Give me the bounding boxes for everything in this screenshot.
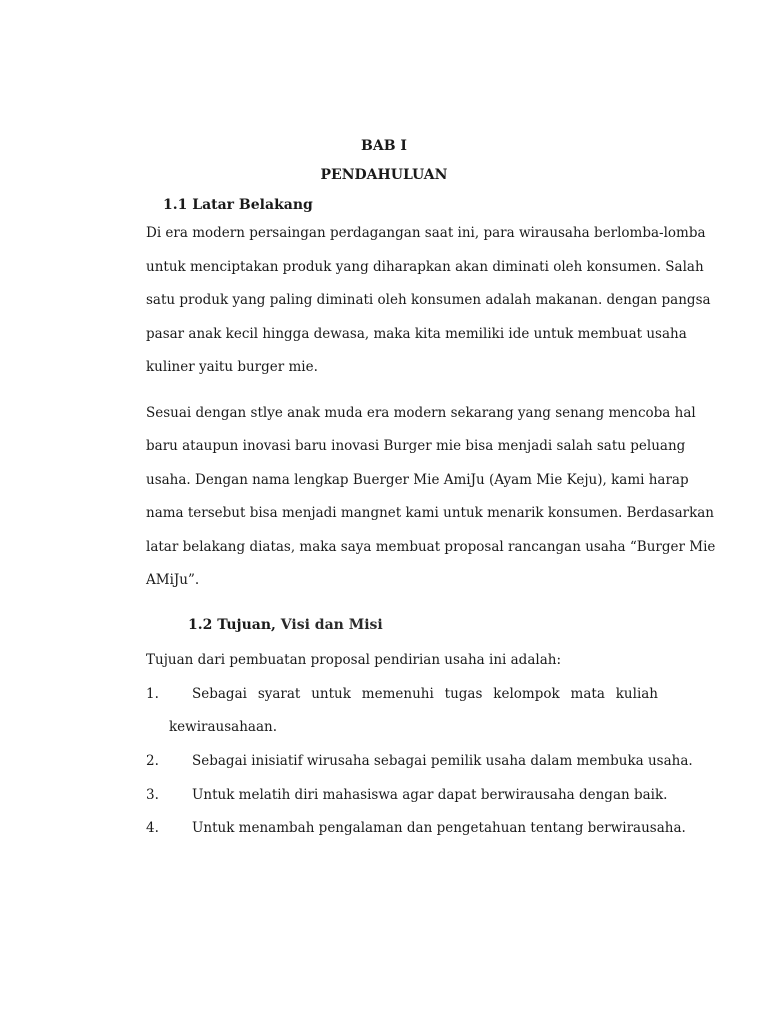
list-item-text: Untuk melatih diri mahasiswa agar dapat berwirausaha dengan baik. [192, 787, 668, 803]
chapter-title: PENDAHULUAN [320, 167, 448, 183]
chapter-label: BAB I [361, 138, 407, 154]
section-heading-tujuan-bold: 1.2 Tujuan, [188, 617, 276, 633]
section-heading-tujuan-rest: Visi dan Misi [275, 617, 383, 633]
section-heading-latar-belakang: 1.1 Latar Belakang [163, 197, 313, 213]
paragraph-line: untuk menciptakan produk yang diharapkan akan diminati oleh konsumen. Salah [146, 259, 704, 275]
paragraph-line: satu produk yang paling diminati oleh konsumen adalah makanan. dengan pangsa [146, 292, 711, 308]
paragraph-line: usaha. Dengan nama lengkap Buerger Mie AmiJu (Ayam Mie Keju), kami harap [146, 472, 689, 488]
list-item-text-continued: kewirausahaan. [169, 719, 277, 735]
paragraph-line: nama tersebut bisa menjadi mangnet kami untuk menarik konsumen. Berdasarkan [146, 505, 715, 521]
list-item-text: Sebagai inisiatif wirusaha sebagai pemilik usaha dalam membuka usaha. [192, 753, 693, 769]
paragraph-line: Sesuai dengan stlye anak muda era modern sekarang yang senang mencoba hal [146, 405, 696, 421]
paragraph-line: Di era modern persaingan perdagangan saat ini, para wirausaha berlomba-lomba [146, 225, 706, 241]
section-heading-tujuan [188, 617, 383, 633]
list-item-number: 4. [146, 820, 159, 836]
paragraph-line: kuliner yaitu burger mie. [146, 359, 318, 375]
list-item-number: 1. [146, 686, 159, 702]
paragraph-line: baru ataupun inovasi baru inovasi Burger mie bisa menjadi salah satu peluang [146, 438, 686, 454]
paragraph-line: pasar anak kecil hingga dewasa, maka kita memiliki ide untuk membuat usaha [146, 326, 687, 342]
list-item-text: Untuk menambah pengalaman dan pengetahuan tentang berwirausaha. [192, 820, 686, 836]
list-item-text: Sebagai syarat untuk memenuhi tugas kelompok mata kuliah [192, 686, 658, 702]
list-item-number: 2. [146, 753, 159, 769]
list-item-number: 3. [146, 787, 159, 803]
list-intro: Tujuan dari pembuatan proposal pendirian usaha ini adalah: [146, 652, 561, 668]
paragraph-line: AMiJu”. [146, 572, 200, 588]
paragraph-line: latar belakang diatas, maka saya membuat proposal rancangan usaha “Burger Mie [146, 539, 716, 555]
